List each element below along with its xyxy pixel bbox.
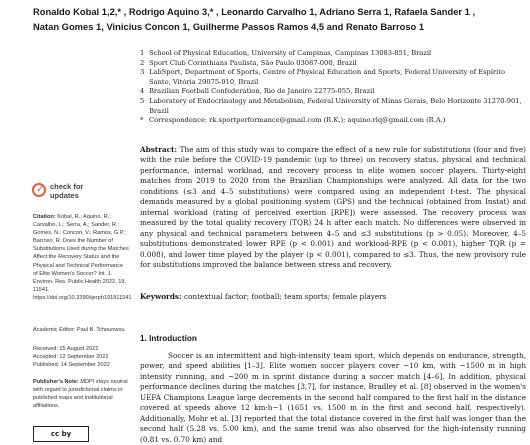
affiliation-text: School of Physical Education, University of Campinas, Campinas 13083-851, Brazil — [149, 49, 432, 57]
affiliations — [140, 49, 525, 126]
keywords-text: contextual factor; football; team sports; female players — [184, 292, 387, 301]
affiliation-text: Brazilian Football Confederation, Rio de Janeiro 22775-055, Brazil — [149, 87, 375, 96]
academic-editor: Academic Editor: Paul B. Tchounwou — [33, 327, 125, 333]
check-for-updates-button[interactable] — [30, 181, 90, 209]
author-list — [33, 4, 523, 34]
publisher-note — [33, 378, 129, 410]
affiliation-text: LabSport, Department of Sports, Centre of Physical Education and Sports, Federal University of Espírito Santo, Vitória 29075-910, Brazil — [149, 68, 505, 86]
published-date: Published: 14 September 2022 — [33, 362, 110, 369]
affiliation-number: 1 — [140, 49, 145, 57]
affiliation-item — [140, 97, 525, 116]
citation — [33, 213, 132, 302]
article-dates — [33, 345, 129, 369]
section-heading: 1. Introduction — [140, 334, 197, 343]
check-updates-line-2: updates — [50, 191, 79, 200]
keywords-label: Keywords: — [140, 292, 182, 301]
affiliation-item — [140, 49, 525, 59]
affiliation-number: * — [140, 116, 144, 125]
affiliation-number: 4 — [140, 87, 145, 96]
affiliation-item — [140, 87, 525, 97]
affiliation-text: Sport Club Corinthians Paulista, São Paulo 03087-000, Brazil — [149, 58, 357, 67]
citation-label: Citation: — [33, 214, 56, 220]
accepted-date: Accepted: 12 September 2022 — [33, 354, 109, 361]
correspondence — [140, 116, 525, 126]
affiliation-number: 2 — [140, 58, 145, 67]
authors-line-2: Natan Gomes 1, Vinicius Concon 1, Guilherme Passos Ramos 4,5 and Renato Barroso 1 — [33, 21, 425, 32]
received-date: Received: 15 August 2022 — [33, 346, 99, 352]
affiliation-text: Laboratory of Endocrinology and Metabolism, Federal University of Minas Gerais, Belo Horizonte 31270-901, Brazil — [149, 96, 522, 115]
publisher-note-label: Publisher's Note: — [33, 379, 79, 385]
citation-text[interactable]: Kobal, R.; Aquino, R.; Carvalho, L.; Serra, A.; Sander, R.; Gomes, N.; Concon, V.; Ramos, G.P.; Barroso, R. Does the Number of Substitutions Used during the Matches Affect the Recovery Status and the Physical and Technical Performance of Elite Women's Soccer? Int. J. Environ. Res. Public Health 2022, 19, 11541. https://doi.org/10.3390/ijerph191811541 — [33, 214, 132, 301]
cc-license-badge[interactable]: cc by — [33, 426, 89, 442]
affiliation-number: 5 — [140, 96, 145, 105]
affiliation-item — [140, 59, 525, 69]
affiliation-item — [140, 68, 525, 87]
keywords — [140, 292, 526, 302]
abstract — [140, 145, 526, 270]
checkmark-icon: ✓ — [36, 184, 45, 195]
abstract-text: The aim of this study was to compare the effect of a new rule for substitutions (four and five) with the rule before the COVID-19 pandemic (up to three) on recovery status, physical and technical performance, internal workload, and recovery process in elite women soccer players. Thirty-eight matches from 2019 to 2020 from the Brazilian Championships were analyzed. All data for the two conditions (≤3 and 4–5 substitutions) were compared using an independent t-test. The physical demands measured by a global positioning system (GPS) and the technical (obtained from Instat) and internal workload (rating of perceived exertion [RPE]) were assessed. The recovery process was measured by the total quality recovery (TQR) 24 h after each match. No differences were observed in any physical and technical parameters between 4–5 and ≤3 substitutions (p > 0.05). Moreover, 4–5 substitutions demonstrated lower RPE (p < 0.001) and workload-RPE (p < 0.001), higher TQR (p = 0.008), and lower time played by the player (p < 0.001), compared to ≤3. Thus, the new provisory rule for substitutions improved the balance between stress and recovery. — [140, 145, 526, 269]
correspondence-text[interactable]: Correspondence: rk.sportperformance@gmail.com (R.K.); aquino.rlq@gmail.com (R.A.) — [149, 116, 446, 125]
affiliation-number: 3 — [140, 68, 145, 77]
introduction-paragraph: Soccer is an intermittent and high-intensity team sport, which depends on endurance, strength, power, and speed abilities [1–3]. Elite women soccer players cover ~10 km, with ~1500 m in high intensity running, and ~200 m in sprint distance during a soccer match [4–6]. In addition, physical performance declines during the matches [3,7], for instance, Bradley et al. [8] observed in the women's UEFA Champions League large decrements in the second half compared to the first half in the distance covered at speeds above 12 km·h−1 (1651 vs. 1500 m in the first and second half, respectively). Additionally, Mohr et al. [3] reported that the total distance covered in the first half was longer than the second half (5.28 vs. 5.00 km), and the same trend was also observed for the high-intensity running (0.81 vs. 0.70 km) and — [140, 351, 526, 444]
abstract-label: Abstract: — [140, 145, 178, 154]
publisher-note-text: MDPI stays neutral with regard to jurisdictional claims in published maps and institutional affiliations. — [33, 379, 128, 410]
authors-line-1: Ronaldo Kobal 1,2,* , Rodrigo Aquino 3,* , Leonardo Carvalho 1, Adriano Serra 1, Rafaela Sander 1 , — [33, 6, 476, 17]
check-updates-line-1: check for — [50, 182, 84, 191]
